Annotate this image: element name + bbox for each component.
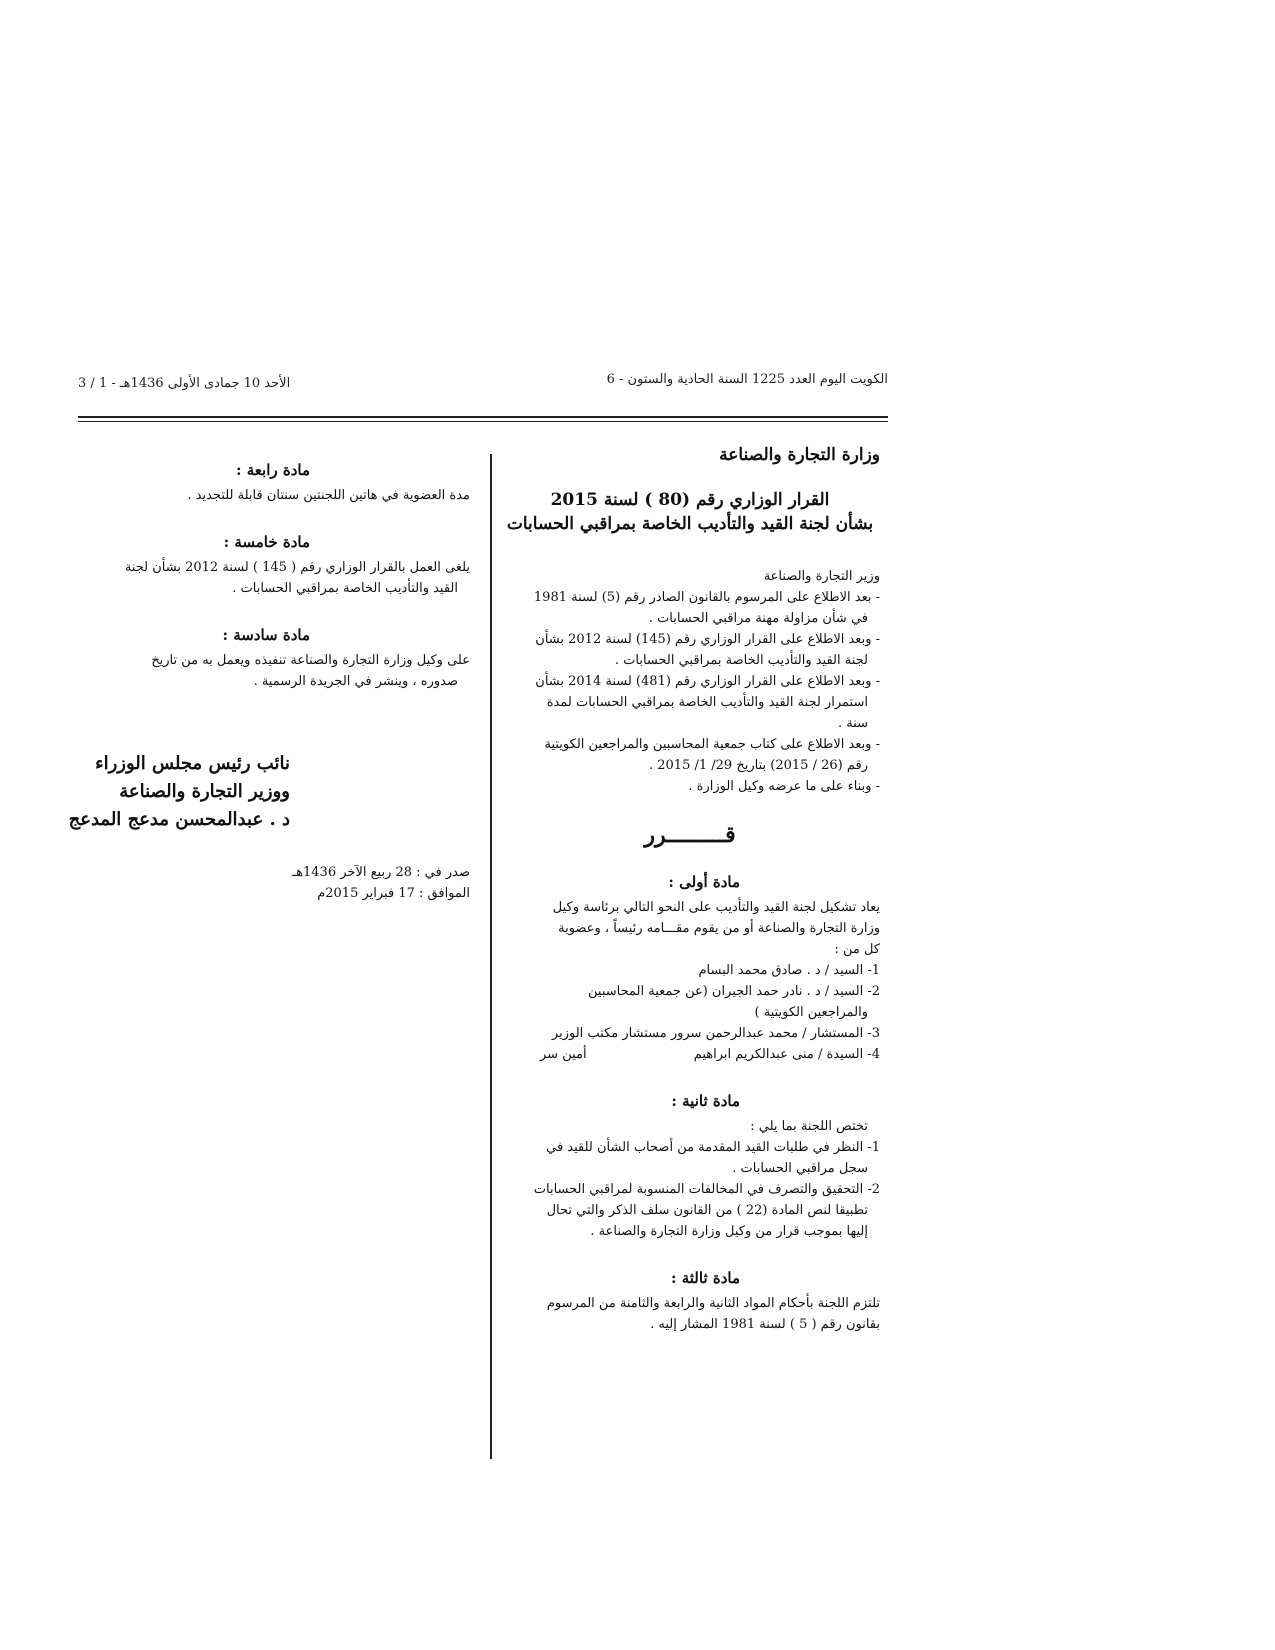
header-gazette-info: الكويت اليوم العدد 1225 السنة الحادية والستون - 6 xyxy=(606,372,888,387)
signature-title-line2: ووزير التجارة والصناعة xyxy=(119,781,290,802)
right-column xyxy=(500,445,880,1335)
decree-title-line2: بشأن لجنة القيد والتأديب الخاصة بمراقبي الحسابات xyxy=(506,514,874,534)
issue-dates xyxy=(78,862,470,904)
article3-line: تلتزم اللجنة بأحكام المواد الثانية والرابعة والثامنة من المرسوم xyxy=(546,1296,880,1311)
decision-heading: قـــــــــرر xyxy=(644,822,736,848)
article1-line: 2- السيد / د . نادر حمد الجيران (عن جمعية المحاسبين xyxy=(588,984,880,999)
article1-body xyxy=(500,897,880,1065)
preamble xyxy=(500,566,880,797)
article1-line: 1- السيد / د . صادق محمد البسام xyxy=(698,963,880,978)
signature-block xyxy=(68,750,470,834)
preamble-line: استمرار لجنة القيد والتأديب الخاصة بمراقبي الحسابات لمدة xyxy=(546,695,868,710)
preamble-line: سنة . xyxy=(837,716,868,731)
preamble-line: - وبناء على ما عرضه وكيل الوزارة . xyxy=(688,779,880,794)
preamble-line: رقم (26 / 2015) بتاريخ 29/ 1/ 2015 . xyxy=(648,758,868,773)
corresponding-date: الموافق : 17 فبراير 2015م xyxy=(317,886,470,901)
member4-name: 4- السيدة / منى عبدالكريم ابراهيم xyxy=(693,1047,880,1062)
page-header xyxy=(78,372,888,400)
article6-line: صدوره ، وينشر في الجريدة الرسمية . xyxy=(253,674,458,689)
article5-line: القيد والتأديب الخاصة بمراقبي الحسابات . xyxy=(232,581,458,596)
article3-line: بقانون رقم ( 5 ) لسنة 1981 المشار إليه . xyxy=(650,1317,880,1332)
article1-line: كل من : xyxy=(834,942,880,957)
article1-heading: مادة أولى : xyxy=(668,873,740,891)
preamble-line: - وبعد الاطلاع على القرار الوزاري رقم (145) لسنة 2012 بشأن xyxy=(535,632,880,647)
article2-line: إليها بموجب قرار من وكيل وزارة التجارة والصناعة . xyxy=(590,1224,868,1239)
article1-member4-row xyxy=(540,1044,880,1065)
issued-date: صدر في : 28 ربيع الآخر 1436هـ xyxy=(292,865,470,880)
article2-line: سجل مراقبي الحسابات . xyxy=(732,1161,868,1176)
article1-line: 3- المستشار / محمد عبدالرحمن سرور مستشار مكتب الوزير xyxy=(551,1026,880,1041)
header-rule-thick xyxy=(78,416,888,418)
article6-line: على وكيل وزارة التجارة والصناعة تنفيذه ويعمل به من تاريخ xyxy=(151,653,470,668)
ministry-name: وزارة التجارة والصناعة xyxy=(719,445,880,465)
article2-line: تختص اللجنة بما يلي : xyxy=(750,1119,868,1134)
decree-title xyxy=(500,488,880,536)
preamble-line: في شأن مزاولة مهنة مراقبي الحسابات . xyxy=(648,611,868,626)
preamble-line: - بعد الاطلاع على المرسوم بالقانون الصادر رقم (5) لسنة 1981 xyxy=(533,590,880,605)
header-rule-thin xyxy=(78,421,888,422)
article2-line: تطبيقا لنص المادة (22 ) من القانون سلف الذكر والتي تحال xyxy=(546,1203,868,1218)
decree-title-line1: القرار الوزاري رقم (80 ) لسنة 2015 xyxy=(550,490,830,510)
article2-line: 1- النظر في طلبات القيد المقدمة من أصحاب الشأن للقيد في xyxy=(546,1140,880,1155)
article5-heading: مادة خامسة : xyxy=(223,533,310,551)
preamble-line: لجنة القيد والتأديب الخاصة بمراقبي الحسابات . xyxy=(614,653,868,668)
signature-title-line1: نائب رئيس مجلس الوزراء xyxy=(95,753,290,774)
preamble-line: - وبعد الاطلاع على كتاب جمعية المحاسبين والمراجعين الكويتية xyxy=(544,737,880,752)
header-date: الأحد 10 جمادى الأولى 1436هـ - 1 / 3 xyxy=(78,376,291,391)
article1-line: والمراجعين الكويتية ) xyxy=(754,1005,868,1020)
article3-heading: مادة ثالثة : xyxy=(670,1269,740,1287)
article3-body xyxy=(500,1293,880,1335)
member4-role: أمين سر xyxy=(540,1047,587,1062)
column-divider xyxy=(490,454,492,1459)
article4-line: مدة العضوية في هاتين اللجنتين سنتان قابلة للتجديد . xyxy=(187,488,470,503)
article2-line: 2- التحقيق والتصرف في المخالفات المنسوبة لمراقبي الحسابات xyxy=(533,1182,880,1197)
preamble-line: - وبعد الاطلاع على القرار الوزاري رقم (481) لسنة 2014 بشأن xyxy=(535,674,880,689)
article1-line: يعاد تشكيل لجنة القيد والتأديب على النحو التالي برئاسة وكيل xyxy=(552,900,880,915)
signature-name: د . عبدالمحسن مدعج المدعج xyxy=(68,809,290,830)
article5-line: يلغى العمل بالقرار الوزاري رقم ( 145 ) لسنة 2012 بشأن لجنة xyxy=(124,560,470,575)
article1-line: وزارة التجارة والصناعة أو من يقوم مقـــامه رئيساً ، وعضوية xyxy=(558,921,880,936)
left-column xyxy=(68,460,470,904)
article6-heading: مادة سادسة : xyxy=(222,626,310,644)
article4-heading: مادة رابعة : xyxy=(236,461,310,479)
article2-heading: مادة ثانية : xyxy=(671,1092,740,1110)
article2-body xyxy=(500,1116,880,1242)
preamble-line: وزير التجارة والصناعة xyxy=(763,569,880,584)
